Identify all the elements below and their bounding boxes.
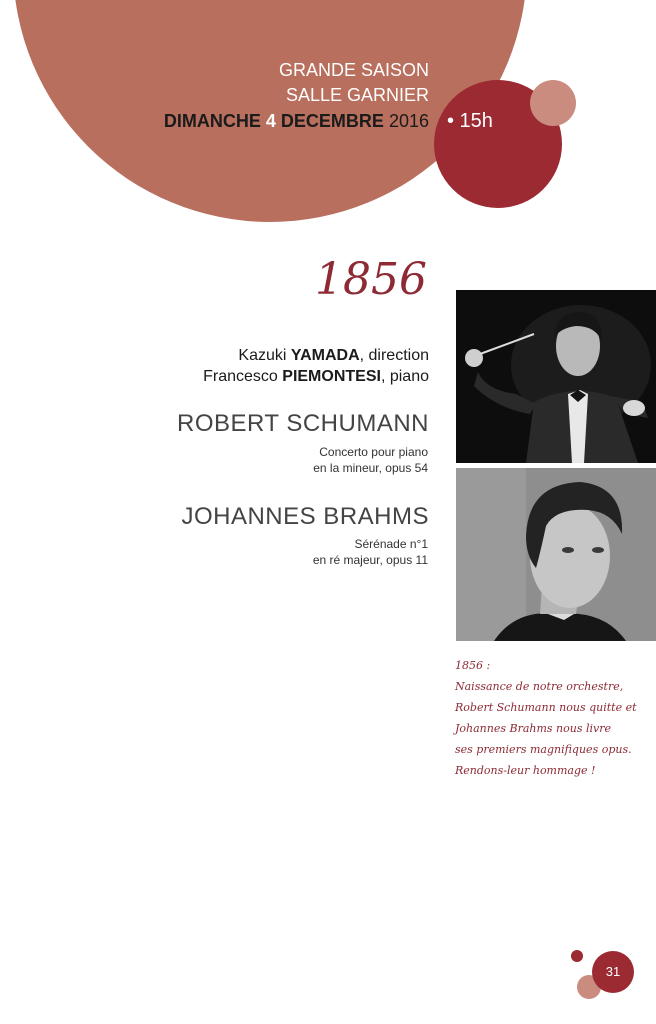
pianist-photo	[456, 468, 656, 641]
work-title: Sérénade n°1	[354, 537, 428, 551]
note-line: Robert Schumann nous quitte et	[455, 701, 637, 714]
performer-role: , piano	[380, 368, 429, 385]
note-line: Rendons-leur hommage !	[455, 764, 596, 777]
performer-conductor	[238, 346, 429, 366]
historical-note	[455, 655, 655, 781]
venue-label: SALLE GARNIER	[285, 85, 429, 105]
performer-first-name: Kazuki	[238, 347, 287, 364]
work-key: en ré majeur, opus 11	[312, 553, 428, 567]
work-key: en la mineur, opus 54	[313, 461, 428, 475]
concert-time: • 15h	[447, 110, 493, 132]
conductor-photo	[456, 290, 656, 463]
performer-first-name: Francesco	[203, 368, 278, 385]
series-label: GRANDE SAISON	[278, 60, 429, 80]
concert-title: 1856	[315, 254, 427, 305]
performer-pianist	[203, 367, 429, 387]
decorative-small-circle	[530, 80, 576, 126]
note-line: ses premiers magnifiques opus.	[455, 743, 632, 756]
composer-name: JOHANNES BRAHMS	[181, 503, 429, 530]
composer-name: ROBERT SCHUMANN	[177, 410, 429, 437]
performer-last-name: PIEMONTESI	[282, 368, 381, 385]
concert-date	[164, 110, 429, 132]
note-line: 1856 :	[455, 659, 491, 672]
page-number: 31	[592, 951, 634, 993]
pianist-illustration	[456, 468, 656, 641]
conductor-illustration	[456, 290, 656, 463]
date-year: 2016	[388, 111, 429, 131]
date-month: DECEMBRE	[280, 111, 384, 131]
work-title: Concerto pour piano	[319, 445, 428, 459]
date-day-name: DIMANCHE	[163, 111, 261, 131]
performer-last-name: YAMADA	[290, 347, 360, 364]
decorative-dot	[571, 950, 583, 962]
note-line: Naissance de notre orchestre,	[455, 680, 624, 693]
performer-role: , direction	[359, 347, 429, 364]
note-line: Johannes Brahms nous livre	[455, 722, 612, 735]
date-day-number: 4	[265, 111, 276, 131]
